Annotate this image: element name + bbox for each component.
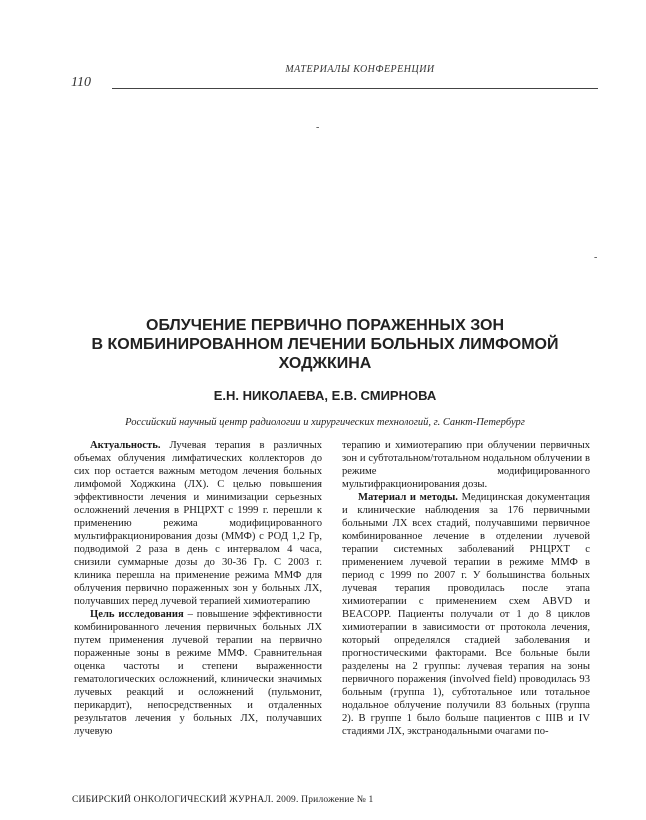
header-rule xyxy=(112,88,598,89)
paragraph-aim xyxy=(74,608,322,738)
stray-mark: - xyxy=(594,252,598,263)
paragraph-text: терапию и химиотерапию при облучении первичных зон и субтотальном/тотальном нодальном облучении в режиме модифицированного мультифракционирования дозы. xyxy=(342,440,590,490)
page-number: 110 xyxy=(71,75,91,90)
stray-mark: - xyxy=(316,122,320,133)
paragraph-text: Лучевая терапия в различных объемах облучения лимфатических коллекторов до сих пор остается важным методом лечения больных лимфомой Ходжкина (ЛХ). С целью повышения эффективности лечения и минимизации серьезных осложнений лечения в РНЦРХТ с 1999 г. перешли к применению режима модифицированного мультифракционирования дозы (ММФ) с РОД 1,2 Гр, подводимой 2 раза в день с интервалом 4 часа, снизили суммарные дозы до 30-36 Гр. С 2003 г. клиника перешла на применение режима ММФ для облучения первично пораженных зон у больных ЛХ, получавших перед лучевой терапией химиотерапию xyxy=(74,440,322,607)
title-line: ОБЛУЧЕНИЕ ПЕРВИЧНО ПОРАЖЕННЫХ ЗОН xyxy=(146,317,504,334)
title-line: ХОДЖКИНА xyxy=(278,355,372,372)
authors: Е.Н. НИКОЛАЕВА, Е.В. СМИРНОВА xyxy=(213,388,437,403)
affiliation: Российский научный центр радиологии и хирургических технологий, г. Санкт-Петербург xyxy=(125,417,525,428)
paragraph-relevance xyxy=(74,439,322,608)
paragraph-text: – повышение эффективности комбинированного лечения первичных больных ЛХ путем применения лучевой терапии на первично пораженные зоны в режиме ММФ. Сравнительная оценка частоты и степени выраженности гематологических осложнений, клинически значимых лучевых реакций и осложнений (пульмонит, перикардит), непосредственных и отдаленных результатов лечения у больных ЛХ, получавших лучевую xyxy=(74,609,322,737)
paragraph-lead: Цель исследования xyxy=(90,609,184,620)
paragraph-lead: Материал и методы. xyxy=(358,492,458,503)
paragraph-continued xyxy=(342,439,590,491)
title-line: В КОМБИНИРОВАННОМ ЛЕЧЕНИИ БОЛЬНЫХ ЛИМФОМОЙ xyxy=(91,336,559,353)
right-column xyxy=(342,439,590,738)
left-column xyxy=(74,439,322,738)
article-title xyxy=(60,316,590,373)
paragraph-lead: Актуальность. xyxy=(90,440,161,451)
paragraph-text: Медицинская документация и клинические наблюдения за 176 первичными больными ЛХ всех стадий, получавшими первичное комбинированное лечение в отделении лучевой терапии системных заболеваний РНЦРХТ с применением лучевой терапии в режиме ММФ в период с 1999 по 2007 г. У большинства больных лучевая терапия проводилась после этапа химиотерапии с применением схем ABVD и BEACOPP. Пациенты получали от 1 до 8 циклов химиотерапии в зависимости от протокола лечения, который определялся стадией заболевания и прогностическими факторами. Все больные были разделены на 2 группы: лучевая терапия на зоны первичного поражения (involved field) проводилась 93 больным (группа 1), субтотальное или тотальное нодальное облучение получили 83 больных (группа 2). В группе 1 было больше пациентов с IIIB и IV стадиями ЛХ, экстранодальными очагами по- xyxy=(342,492,590,737)
paragraph-methods xyxy=(342,491,590,738)
running-header: МАТЕРИАЛЫ КОНФЕРЕНЦИИ xyxy=(285,64,435,75)
journal-footer: СИБИРСКИЙ ОНКОЛОГИЧЕСКИЙ ЖУРНАЛ. 2009. Приложение № 1 xyxy=(72,795,374,805)
